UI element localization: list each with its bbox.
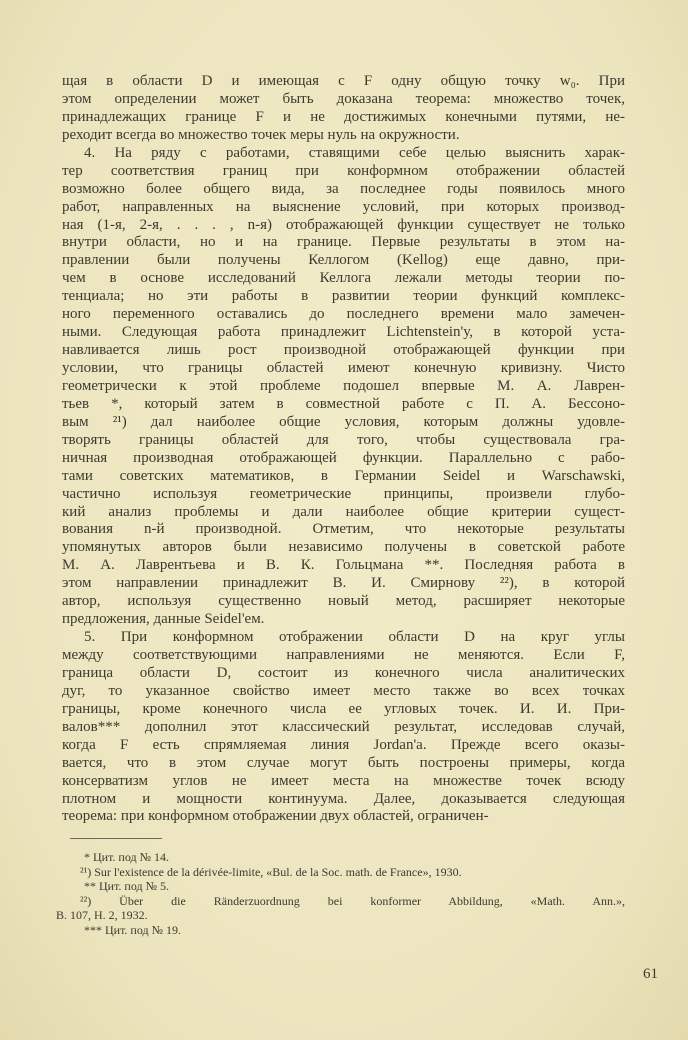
text-line: тами советских математиков, в Германии Seidel и Warschawski,: [62, 467, 625, 484]
text-line: ными. Следующая работа принадлежит Lichtenstein'у, в которой уста-: [62, 324, 625, 341]
text-line: валов*** дополнил этот классический результат, исследовав случай,: [62, 718, 625, 735]
text-line: условии, что границы областей имеют конечную кривизну. Чисто: [62, 360, 625, 376]
text-line: чем в основе исследований Келлога лежали методы теории по-: [62, 270, 625, 287]
text-line: работ, направленных на выяснение условий, при которых производ-: [62, 198, 625, 215]
footnote-separator: [70, 838, 162, 839]
text-line: вым ²¹) дал наиболее общие условия, которым должны удовле-: [62, 413, 625, 430]
text-line: частично используя геометрические принципы, произвели глубо-: [62, 485, 625, 502]
text-line: принадлежащих границе F и не достижимых конечными путями, не-: [62, 108, 625, 125]
text-line: плотном и мощности континуума. Далее, доказывается следующая: [62, 790, 625, 807]
text-line: навливается лишь рост производной отображающей функции при: [62, 342, 625, 359]
text-line: вования n-й производной. Отметим, что некоторые результаты: [62, 521, 625, 538]
footnotes: [56, 850, 625, 938]
text-line: консерватизм углов не имеет места на множестве точек всюду: [62, 772, 625, 789]
text-line: предложения, данные Seidel'ем.: [62, 611, 265, 628]
text-line: ного переменного оставались до последнего времени мало замечен-: [62, 306, 625, 323]
text-line: 5. При конформном отображении области D на круг углы: [84, 629, 625, 646]
text-line: правлении были получены Келлогом (Kellog) еще давно, при-: [62, 252, 625, 269]
text-line: тер соответствия границ при конформном отображении областей: [62, 162, 625, 179]
text-line: геометрически к этой проблеме подошел впервые М. А. Лаврен-: [62, 377, 625, 394]
text-line: вается, что в этом случае могут быть построены примеры, когда: [62, 754, 625, 771]
footnote: ** Цит. под № 5.: [84, 879, 170, 894]
text-line: автор, используя существенно новый метод, расширяет некоторые: [62, 593, 625, 610]
page-number: 61: [643, 966, 658, 982]
footnote: * Цит. под № 14.: [84, 850, 170, 864]
text-line: 4. На ряду с работами, ставящими себе целью выяснить харак-: [84, 144, 625, 161]
text-line: реходит всегда во множество точек меры нуль на окружности.: [62, 126, 460, 143]
footnote: B. 107, H. 2, 1932.: [56, 908, 148, 923]
text-line: тьев *, который затем в совместной работе с П. А. Бессоно-: [62, 395, 625, 412]
text-line: границы, кроме конечного числа ее угловых точек. И. И. При-: [62, 700, 625, 717]
footnote: ²²) Über die Ränderzuordnung bei konformer Abbildung, «Math. Ann.»,: [80, 893, 625, 908]
text-line: кий анализ проблемы и дали наиболее общие критерии сущест-: [62, 503, 625, 520]
text-line: упомянутых авторов были независимо получены в советской работе: [62, 539, 625, 556]
text-line: граница области D, состоит из конечного числа аналитических: [62, 664, 625, 681]
text-line: ная (1-я, 2-я, . . . , n-я) отображающей функции существует не только: [62, 216, 625, 233]
text-line: возможно более общего вида, за последнее годы появилось много: [62, 180, 625, 197]
text-line: этом определении может быть доказана теорема: множество точек,: [62, 90, 625, 107]
text-line: когда F есть спрямляемая линия Jordan'a. Прежде всего оказы-: [62, 736, 625, 753]
text-line: тенциала; но эти работы в развитии теории функций комплекс-: [62, 288, 625, 305]
text-line: дуг, то указанное свойство имеет место также во всех точках: [62, 682, 625, 699]
text-line: щая в области D и имеющая с F одну общую точку w₀. При: [62, 73, 625, 89]
footnote: *** Цит. под № 19.: [84, 922, 182, 937]
text-line: теорема: при конформном отображении двух областей, ограничен-: [62, 808, 489, 825]
text-line: этом направлении принадлежит В. И. Смирнову ²²), в которой: [62, 575, 625, 592]
text-line: творять границы областей для того, чтобы существовала гра-: [62, 431, 625, 448]
text-line: М. А. Лаврентьева и В. К. Гольцмана **. Последняя работа в: [62, 557, 625, 574]
text-line: внутри области, но и на границе. Первые результаты в этом на-: [62, 234, 625, 251]
body-text: [62, 73, 625, 826]
footnote: ²¹) Sur l'existence de la dérivée-limite, «Bul. de la Soc. math. de France», 1930.: [80, 864, 462, 879]
text-line: между соответствующими направлениями не меняются. Если F,: [62, 647, 625, 663]
text-line: ничная производная отображающей функции. Параллельно с рабо-: [62, 449, 625, 466]
